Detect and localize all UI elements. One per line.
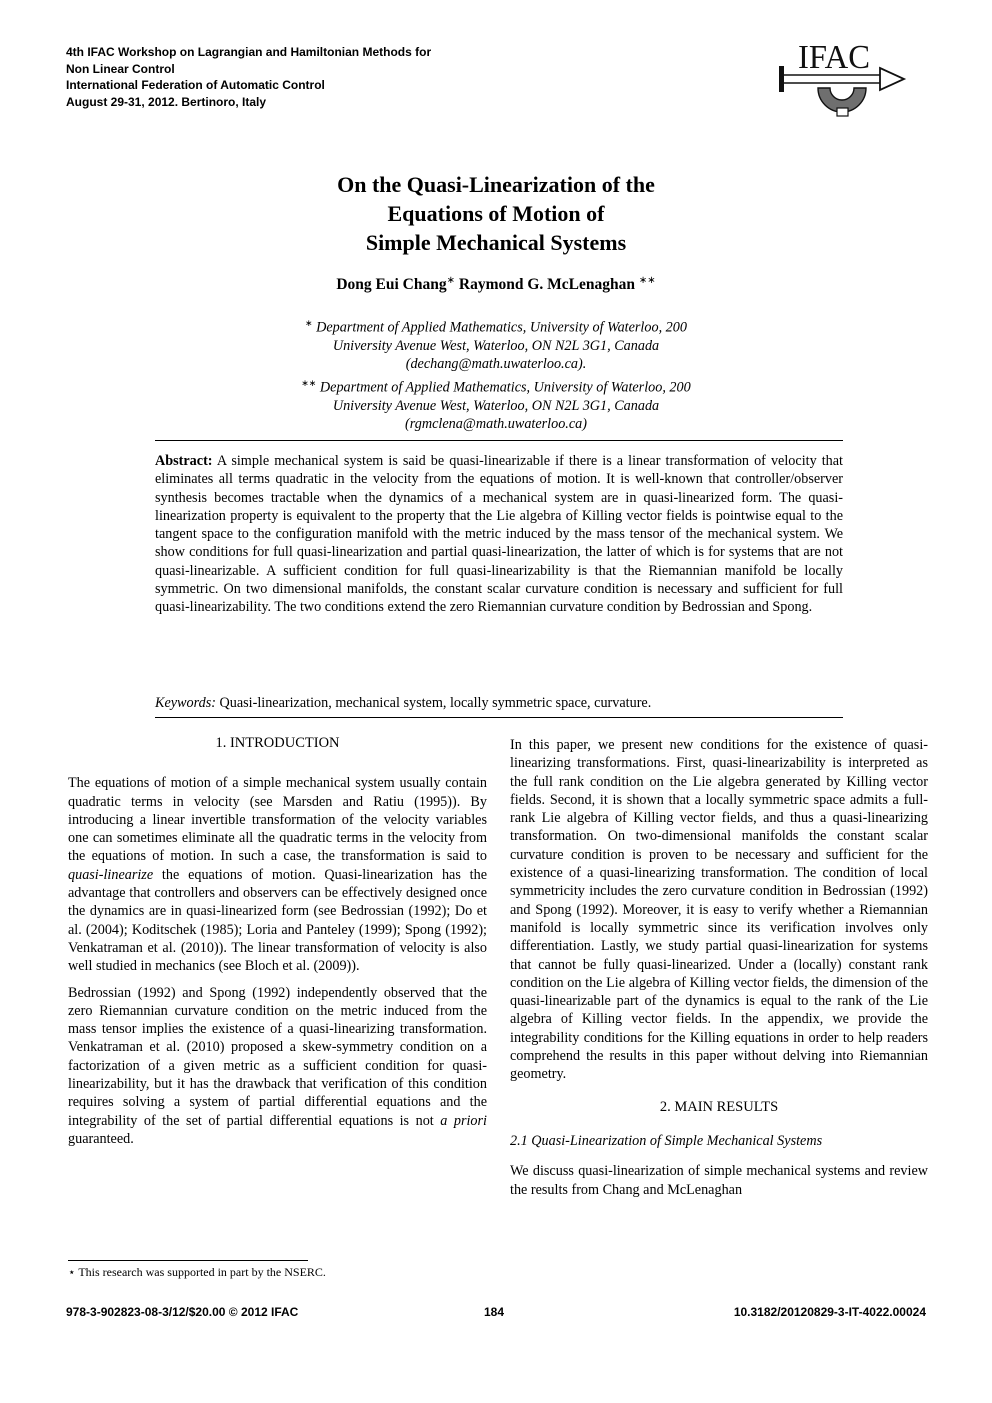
affil-2-line-1: Department of Applied Mathematics, University of Waterloo, 200 <box>319 379 691 396</box>
footnote-rule <box>68 1260 308 1261</box>
emphasis-quasi-linearize: quasi-linearize <box>68 866 154 883</box>
affiliations <box>0 314 992 433</box>
intro-paragraph-2: Bedrossian (1992) and Spong (1992) independently observed that the zero Riemannian curvature condition on the metric induced from the mass tensor implies the existence of a quasi-linearizing transformation. Venkatraman et al. (2010) proposed a skew-symmetry condition on a factorization of a given metric as a sufficient condition for quasi-linearizability, but it has the drawback that verification of this condition requires solving a system of partial differential equations and the integrability of the set of partial differential equations is not a priori guaranteed. <box>68 984 487 1147</box>
affil-2-line-2: University Avenue West, Waterloo, ON N2L 3G1, Canada <box>332 397 660 414</box>
header-line-3: International Federation of Automatic Control <box>66 78 325 92</box>
affil-1-line-1: Department of Applied Mathematics, University of Waterloo, 200 <box>316 319 687 336</box>
author-2-mark: ∗∗ <box>638 275 656 286</box>
abstract-text: A simple mechanical system is said be quasi-linearizable if there is a linear transformation of velocity that eliminates all terms quadratic in the velocity from the equations of motion. It is well-known that controller/observer synthesis becomes tractable when the dynamics of a mechanical system are in quasi-linearized form. The quasi-linearization property is equivalent to the property that the Lie algebra of Killing vector fields is pointwise equal to the tangent space to the configuration manifold with the metric induced by the mass tensor of the mechanical system. We show conditions for full quasi-linearization and partial quasi-linearization, the latter of which is for systems that are not quasi-linearizable. A sufficient condition for full quasi-linearizability is that the Riemannian manifold be locally symmetric. On two dimensional manifolds, the constant scalar curvature condition is necessary and sufficient for full quasi-linearizability. The two conditions extend the zero Riemannian curvature condition by Bedrossian and Spong. <box>155 453 844 616</box>
ifac-logo <box>776 38 908 124</box>
subsection-heading: 2.1 Quasi-Linearization of Simple Mechanical Systems <box>510 1132 823 1149</box>
abstract-top-rule <box>155 440 843 441</box>
footnote <box>68 1265 326 1280</box>
title-line-3: Simple Mechanical Systems <box>365 230 627 255</box>
author-2: Raymond G. McLenaghan <box>458 276 635 294</box>
left-column <box>68 734 487 1156</box>
intro-paragraph-3: In this paper, we present new conditions for the existence of quasi-linearizing transformations. First, quasi-linearizability is interpreted as the full rank condition on the Lie algebra generated by Killing vector fields. Second, it is shown that a locally symmetric space admits a full-rank Lie algebra of Killing vector fields, and thus a quasi-linearizing transformation. On two-dimensional manifolds the constant scalar curvature condition is proven to be necessary and sufficient for the existence of a quasi-linearizing transformation. The condition of local symmetricity includes the zero curvature condition in Bedrossian (1992) and Spong (1992). Moreover, it is easy to verify whether a Riemannian manifold is locally symmetric since its verification involves only differentiation. Lastly, we study partial quasi-linearization for systems that cannot be fully quasi-linearized. Under a (locally) constant rank condition on the Lie algebra of Killing vector fields, the dimension of the quasi-linearizable part of the dynamics is equal to the rank of the Lie algebra of Killing vector fields. In the appendix, we provide the integrability conditions for the Killing equations in order to help readers comprehend the results in this paper without delving into Riemannian geometry. <box>510 737 928 1083</box>
intro-paragraph-1: The equations of motion of a simple mechanical system usually contain quadratic terms in velocity (see Marsden and Ratiu (1995)). By introducing a linear invertible transformation of the velocity variables one can sometimes eliminate all the quadratic terms in the velocity from the equations of motion. In such a case, the transformation is said to quasi-linearize the equations of motion. Quasi-linearization has the advantage that controllers and observers can be effectively designed once the dynamics are in quasi-linearized form (see Bedrossian (1992); Do et al. (2004); Koditschek (1985); Loria and Panteley (1999); Spong (1992); Venkatraman et al. (2010)). The linear transformation of velocity is also well studied in mechanics (see Bloch et al. (2009)). <box>68 775 487 975</box>
intro-heading: 1. INTRODUCTION <box>215 735 340 751</box>
emphasis-a-priori: a priori <box>440 1112 487 1129</box>
keywords <box>155 694 843 712</box>
author-list <box>0 275 992 294</box>
affil-2-email: (rgmclena@math.uwaterloo.ca) <box>405 415 587 432</box>
header-line-2: Non Linear Control <box>66 61 175 76</box>
footnote-text: This research was supported in part by the NSERC. <box>78 1265 326 1279</box>
ifac-logo-text: IFAC <box>798 39 870 76</box>
page-number: 184 <box>484 1305 505 1319</box>
footnote-mark: ⋆ <box>68 1265 76 1279</box>
keywords-label: Keywords: <box>155 695 216 711</box>
title-line-2: Equations of Motion of <box>387 201 605 226</box>
header-line-4: August 29-31, 2012. Bertinoro, Italy <box>66 94 267 109</box>
main-results-heading: 2. MAIN RESULTS <box>659 1098 779 1115</box>
author-1: Dong Eui Chang <box>336 276 447 294</box>
abstract-label: Abstract: <box>155 453 213 469</box>
affil-1-email: (dechang@math.uwaterloo.ca). <box>405 356 587 373</box>
title-line-1: On the Quasi-Linearization of the <box>337 172 655 197</box>
keywords-text: Quasi-linearization, mechanical system, locally symmetric space, curvature. <box>219 695 652 711</box>
abstract-bottom-rule <box>155 717 843 718</box>
affil-1-line-2: University Avenue West, Waterloo, ON N2L 3G1, Canada <box>332 338 660 355</box>
affil-2-mark: ∗∗ <box>301 377 317 388</box>
abstract <box>155 452 843 617</box>
conference-header <box>66 44 431 110</box>
right-column <box>510 736 928 1207</box>
paper-title <box>0 170 992 257</box>
main-paragraph-1: We discuss quasi-linearization of simple mechanical systems and review the results from Chang and McLenaghan <box>510 1163 928 1198</box>
author-1-mark: ∗ <box>446 275 455 286</box>
affil-1-mark: ∗ <box>305 318 313 328</box>
footer-doi: 10.3182/20120829-3-IT-4022.00024 <box>733 1305 926 1319</box>
footer-isbn: 978-3-902823-08-3/12/$20.00 © 2012 IFAC <box>66 1305 299 1319</box>
header-line-1: 4th IFAC Workshop on Lagrangian and Hamiltonian Methods for <box>66 45 432 59</box>
